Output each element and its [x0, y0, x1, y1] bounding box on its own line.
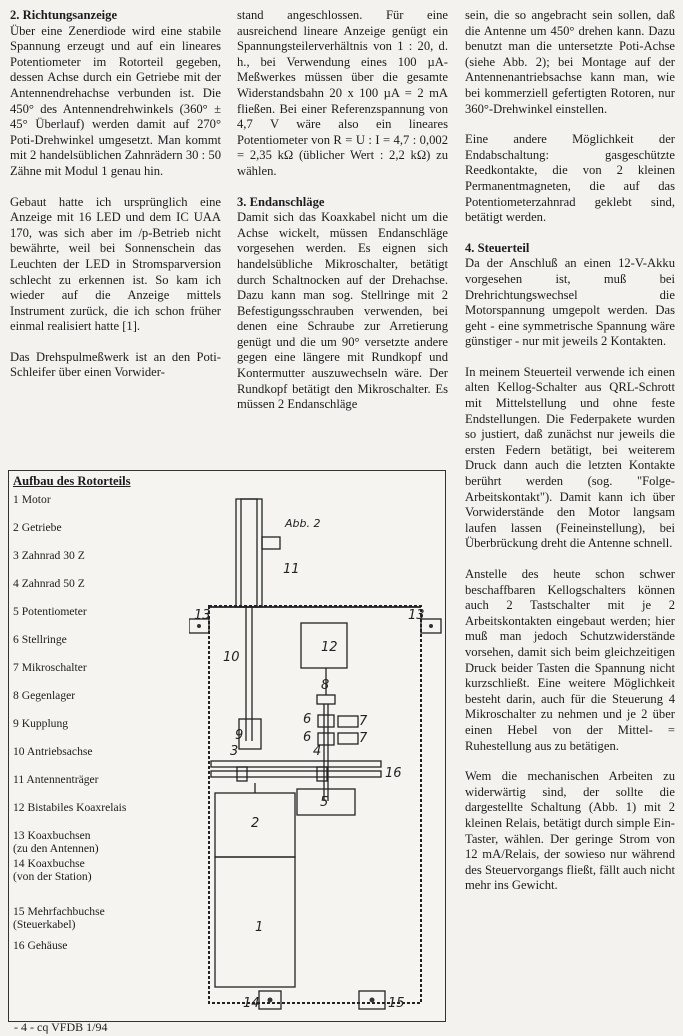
drawing-number: 3 — [230, 744, 239, 759]
drawing-number: 10 — [223, 650, 240, 665]
part-item: 2 Getriebe — [13, 521, 62, 534]
drawing-number: 2 — [251, 816, 260, 831]
paragraph: Über eine Zenerdiode wird eine stabile Spannung erzeugt und auf ein lineares Potentiometer im Rotorteil gegeben, dessen Achse durch ein Getriebe mit der Antennendrehachse verbunden ist. Die 450° des Antennendrehwinkels (360° ± 45° Überlauf) werden damit auf 270° Poti-Drehwinkel umgesetzt. Man kommt mit 2 handelsüblichen Zahnrädern 30 : 50 Zähne mit Modul 1 genau hin. — [10, 23, 221, 178]
part-item: 7 Mikroschalter — [13, 661, 87, 674]
part-item: 16 Gehäuse — [13, 939, 68, 952]
page-footer: - 4 - cq VFDB 1/94 — [14, 1020, 108, 1034]
paragraph: Damit sich das Koaxkabel nicht um die Achse wickelt, müssen Endanschläge vorgesehen werden. Es eignen sich handelsübliche Mikroschalter, betätigt durch Schaltnocken auf der Drehachse. Dazu kann man sog. Stellringe mit 2 Befestigungsschrauben verwenden, bei denen eine Schraube zur Arretierung genügt und die um 90° versetzte andere gegen eine längere mit Rundkopf und Kontermutter auszuwechseln wäre. Der Rundkopf betätigt den Mikroschalter. Es müssen 2 Endanschläge — [237, 210, 448, 412]
paragraph: Das Drehspulmeßwerk ist an den Poti-Schleifer über einen Vorwider- — [10, 349, 221, 380]
part-item: 11 Antennenträger — [13, 773, 99, 786]
part-item: 9 Kupplung — [13, 717, 69, 730]
column-2 — [237, 8, 448, 428]
figure-rotorteil — [8, 470, 446, 1022]
drawing-number: 14 — [243, 996, 260, 1011]
paragraph: Gebaut hatte ich ursprünglich eine Anzeige mit 16 LED und dem IC UAA 170, was sich aber im /p-Betrieb nicht bewährte, weil bei Sonnenschein das Leuchten der LED in Stromsparversion schlecht zu erkennen ist. So kam ich wieder auf die Anzeige mittels Instrument zurück, die ich schon früher einmal realisiert hatte [1]. — [10, 194, 221, 334]
drawing-number: 6 — [303, 730, 312, 745]
part-item: 15 Mehrfachbuchse (Steuerkabel) — [13, 905, 105, 931]
part-item: 13 Koaxbuchsen (zu den Antennen) — [13, 829, 99, 855]
part-item: 14 Koaxbuchse (von der Station) — [13, 857, 92, 883]
drawing-number: 12 — [321, 640, 338, 655]
figure-title: Aufbau des Rotorteils — [13, 474, 131, 488]
paragraph: Da der Anschluß an einen 12-V-Akku vorgesehen ist, muß bei Drehrichtungswechsel die Motorspannung umgepolt werden. Das geht - eine symmetrische Spannung wäre günstiger - nur mit jeweils 2 Kontakten. — [465, 256, 675, 349]
drawing-number: 5 — [320, 795, 329, 810]
section-heading-richtungsanzeige: 2. Richtungsanzeige — [10, 8, 118, 22]
part-item: 6 Stellringe — [13, 633, 67, 646]
column-3 — [465, 8, 675, 909]
drawing-number: 1 — [255, 920, 264, 935]
section-heading-endanschlaege: 3. Endanschläge — [237, 194, 325, 209]
drawing-number: 11 — [283, 562, 300, 577]
mikroschalter-2 — [338, 733, 358, 744]
drawing-number: 13 — [408, 608, 425, 623]
rotor-drawing — [189, 471, 445, 1021]
antenna-carrier — [236, 499, 262, 607]
drawing-number: 4 — [313, 744, 322, 759]
drawing-number: 15 — [388, 996, 405, 1011]
drawing-number: 16 — [385, 766, 402, 781]
part-item: 5 Potentiometer — [13, 605, 87, 618]
part-item: 3 Zahnrad 30 Z — [13, 549, 85, 562]
drawing-number: 8 — [321, 678, 330, 693]
paragraph: stand angeschlossen. Für eine ausreichend lineare Anzeige genügt ein Spannungsteilerverhältnis von 1 : 20, d. h., bei Verwendung eines 100 µA-Meßwerkes müssen über die gesamte Widerstandsbahn 20 x 100 µA = 2 mA fließen. Bei einer Referenzspannung von 4,7 V wäre also ein lineares Potentiometer von R = U : I = 4,7 : 0,002 = 2,35 kΩ (üblicher Wert : 2,2 kΩ) zu wählen. — [237, 8, 448, 178]
part-item: 10 Antriebsachse — [13, 745, 93, 758]
section-heading-steuerteil: 4. Steuerteil — [465, 240, 530, 255]
housing-outline — [209, 606, 421, 1003]
drawing-number: 13 — [194, 608, 211, 623]
part-item: 1 Motor — [13, 493, 51, 506]
abb-label: Abb. 2 — [285, 517, 321, 530]
paragraph: Wem die mechanischen Arbeiten zu widerwärtig sind, der sollte die dargestellte Schaltung (Abb. 1) mit 2 kleinen Relais, betätigt durch simple Ein-Taster, wählen. Der geringe Strom von 12 mA/Relais, der sowieso nur während des Steuervorgangs fließt, fällt auch nicht mehr ins Gewicht. — [465, 769, 675, 893]
part-item: 8 Gegenlager — [13, 689, 76, 702]
paragraph: Eine andere Möglichkeit der Endabschaltung: gasgeschützte Reedkontakte, die von 2 kleinen Permanentmagneten, die auf das Potentiometerzahnrad geklebt sind, betätigt werden. — [465, 132, 675, 225]
part-item: 12 Bistabiles Koaxrelais — [13, 801, 127, 814]
drawing-number: 7 — [359, 731, 368, 746]
paragraph: In meinem Steuerteil verwende ich einen alten Kellog-Schalter aus QRL-Schrott mit Mittelstellung und ohne feste Endstellungen. Die Federpakete wurden so justiert, daß zunächst nur jeweils die ersten Federn betätigt, bei weiterem Druck dann auch die letzten Kontakte berührt werden (sog. "Folge-Arbeitskontakt"). Damit kann ich über Vorwiderstände den Motor langsam laufen lassen (Feineinstellung), bei Überbrückung dreht die Antenne schnell. — [465, 364, 675, 551]
mikroschalter-1 — [338, 716, 358, 727]
paragraph: Anstelle des heute schon schwer beschaffbaren Kellogschalters können auch 2 Tastschalter mit je 2 Arbeitskontakten eingebaut werden; hier muß man jedoch Schutzwiderstände vorsehen, damit sich beim gleichzeitigen Druck beider Tasten die Spannung nicht kurzschließt. Eine weitere Möglichkeit besteht darin, auch für die Steuerung 4 Mikroschalter zu nehmen und je 2 über einen Hebel von der Mittel- = Ruhestellung aus zu betätigen. — [465, 567, 675, 753]
carrier-bolt — [262, 537, 280, 549]
drawing-number: 9 — [235, 728, 244, 743]
part-item: 4 Zahnrad 50 Z — [13, 577, 85, 590]
paragraph: sein, die so angebracht sein sollen, daß die Antenne um 450° drehen kann. Dazu benutzt man die untersetzte Poti-Achse (siehe Abb. 2); bei Montage auf der Antennenantriebsachse kann man, wie bei kommerziell gefertigten Rotoren, nur 360°-Drehwinkel einstellen. — [465, 8, 675, 116]
column-1 — [10, 8, 221, 396]
drawing-number: 7 — [359, 714, 368, 729]
drawing-number: 6 — [303, 712, 312, 727]
